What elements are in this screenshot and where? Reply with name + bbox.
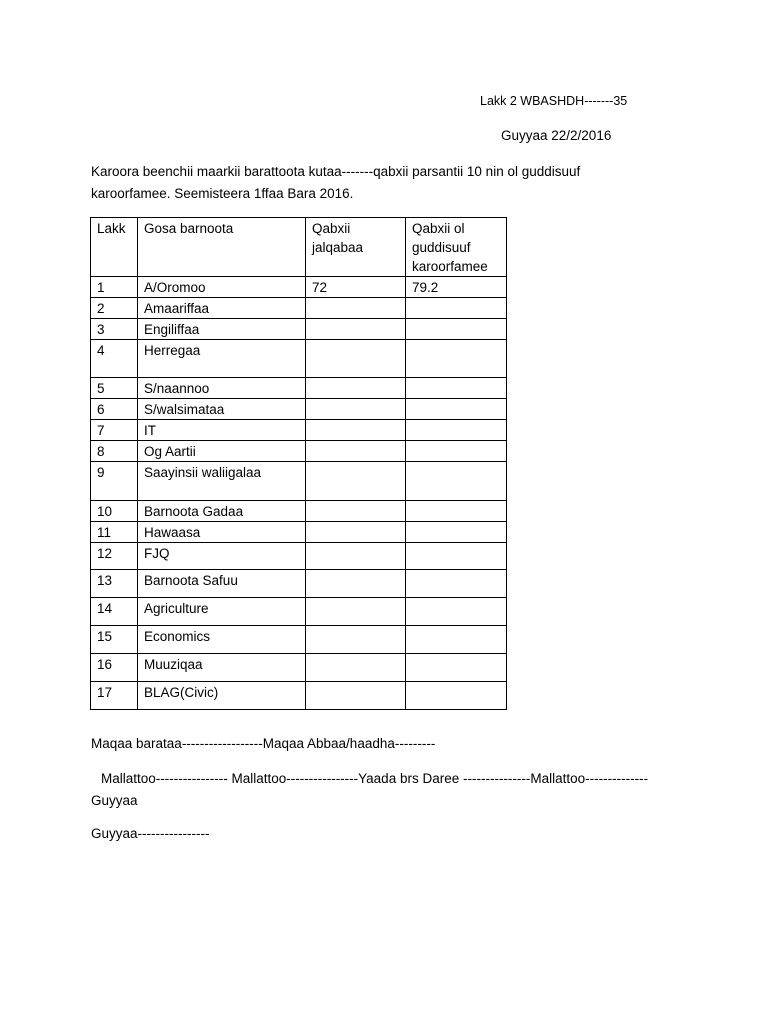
table-row bbox=[91, 522, 507, 543]
table-row bbox=[91, 441, 507, 462]
target-score-cell bbox=[406, 319, 507, 340]
target-score-cell bbox=[406, 654, 507, 682]
start-score-cell bbox=[306, 441, 406, 462]
table-row bbox=[91, 626, 507, 654]
target-score-cell bbox=[406, 298, 507, 319]
table-row bbox=[91, 298, 507, 319]
grades-table bbox=[90, 217, 507, 710]
target-score-cell bbox=[406, 501, 507, 522]
target-score-cell bbox=[406, 462, 507, 501]
subject-cell: S/naannoo bbox=[138, 378, 306, 399]
start-score-cell bbox=[306, 501, 406, 522]
start-score-cell bbox=[306, 462, 406, 501]
row-number-cell: 12 bbox=[91, 543, 138, 570]
table-row bbox=[91, 598, 507, 626]
start-score-cell bbox=[306, 598, 406, 626]
intro-paragraph bbox=[91, 161, 651, 205]
row-number-cell: 7 bbox=[91, 420, 138, 441]
target-score-cell bbox=[406, 522, 507, 543]
intro-line-1: Karoora beenchii maarkii barattoota kutaa-------qabxii parsantii 10 nin ol guddisuuf bbox=[91, 164, 581, 179]
start-score-cell bbox=[306, 298, 406, 319]
signature-line: Mallattoo---------------- Mallattoo----------------Yaada brs Daree ---------------Mallattoo-------------- bbox=[101, 771, 649, 786]
column-header-subject: Gosa barnoota bbox=[138, 218, 306, 277]
table-row bbox=[91, 340, 507, 378]
start-score-cell bbox=[306, 420, 406, 441]
target-score-cell bbox=[406, 420, 507, 441]
table-row bbox=[91, 420, 507, 441]
row-number-cell: 14 bbox=[91, 598, 138, 626]
start-score-cell: 72 bbox=[306, 277, 406, 298]
target-score-cell bbox=[406, 598, 507, 626]
subject-cell: FJQ bbox=[138, 543, 306, 570]
subject-cell: Muuziqaa bbox=[138, 654, 306, 682]
start-score-cell bbox=[306, 626, 406, 654]
table-row bbox=[91, 501, 507, 522]
column-header-target-score: Qabxii ol guddisuuf karoorfamee bbox=[406, 218, 507, 277]
row-number-cell: 11 bbox=[91, 522, 138, 543]
target-score-cell bbox=[406, 441, 507, 462]
table-row bbox=[91, 543, 507, 570]
start-score-cell bbox=[306, 654, 406, 682]
subject-cell: Og Aartii bbox=[138, 441, 306, 462]
intro-line-2: karoorfamee. Seemisteera 1ffaa Bara 2016. bbox=[91, 186, 354, 201]
document-date: Guyyaa 22/2/2016 bbox=[501, 128, 612, 143]
table-row bbox=[91, 319, 507, 340]
table-row bbox=[91, 378, 507, 399]
table-row bbox=[91, 277, 507, 298]
target-score-cell: 79.2 bbox=[406, 277, 507, 298]
row-number-cell: 15 bbox=[91, 626, 138, 654]
subject-cell: Agriculture bbox=[138, 598, 306, 626]
row-number-cell: 13 bbox=[91, 570, 138, 598]
start-score-cell bbox=[306, 522, 406, 543]
row-number-cell: 8 bbox=[91, 441, 138, 462]
row-number-cell: 17 bbox=[91, 682, 138, 710]
table-row bbox=[91, 570, 507, 598]
name-line: Maqaa barataa------------------Maqaa Abbaa/haadha--------- bbox=[91, 736, 436, 751]
table-row bbox=[91, 654, 507, 682]
date-line: Guyyaa---------------- bbox=[91, 826, 210, 841]
subject-cell: S/walsimataa bbox=[138, 399, 306, 420]
table-row bbox=[91, 682, 507, 710]
start-score-cell bbox=[306, 399, 406, 420]
subject-cell: Amaariffaa bbox=[138, 298, 306, 319]
target-score-cell bbox=[406, 399, 507, 420]
start-score-cell bbox=[306, 682, 406, 710]
row-number-cell: 6 bbox=[91, 399, 138, 420]
subject-cell: Herregaa bbox=[138, 340, 306, 378]
target-score-cell bbox=[406, 570, 507, 598]
row-number-cell: 2 bbox=[91, 298, 138, 319]
target-score-cell bbox=[406, 543, 507, 570]
target-score-cell bbox=[406, 626, 507, 654]
start-score-cell bbox=[306, 319, 406, 340]
subject-cell: Hawaasa bbox=[138, 522, 306, 543]
subject-cell: A/Oromoo bbox=[138, 277, 306, 298]
subject-cell: IT bbox=[138, 420, 306, 441]
start-score-cell bbox=[306, 543, 406, 570]
subject-cell: Engiliffaa bbox=[138, 319, 306, 340]
target-score-cell bbox=[406, 378, 507, 399]
start-score-cell bbox=[306, 340, 406, 378]
start-score-cell bbox=[306, 570, 406, 598]
row-number-cell: 16 bbox=[91, 654, 138, 682]
grades-table-body bbox=[91, 218, 507, 710]
table-row bbox=[91, 399, 507, 420]
start-score-cell bbox=[306, 378, 406, 399]
row-number-cell: 4 bbox=[91, 340, 138, 378]
table-row bbox=[91, 462, 507, 501]
subject-cell: BLAG(Civic) bbox=[138, 682, 306, 710]
row-number-cell: 9 bbox=[91, 462, 138, 501]
row-number-cell: 5 bbox=[91, 378, 138, 399]
table-header-row bbox=[91, 218, 507, 277]
reference-number: Lakk 2 WBASHDH-------35 bbox=[480, 94, 628, 108]
target-score-cell bbox=[406, 682, 507, 710]
subject-cell: Economics bbox=[138, 626, 306, 654]
target-score-cell bbox=[406, 340, 507, 378]
subject-cell: Barnoota Gadaa bbox=[138, 501, 306, 522]
column-header-number: Lakk bbox=[91, 218, 138, 277]
row-number-cell: 3 bbox=[91, 319, 138, 340]
column-header-start-score: Qabxii jalqabaa bbox=[306, 218, 406, 277]
subject-cell: Saayinsii waliigalaa bbox=[138, 462, 306, 501]
subject-cell: Barnoota Safuu bbox=[138, 570, 306, 598]
row-number-cell: 1 bbox=[91, 277, 138, 298]
row-number-cell: 10 bbox=[91, 501, 138, 522]
signature-line-wrap: Guyyaa bbox=[91, 793, 138, 808]
